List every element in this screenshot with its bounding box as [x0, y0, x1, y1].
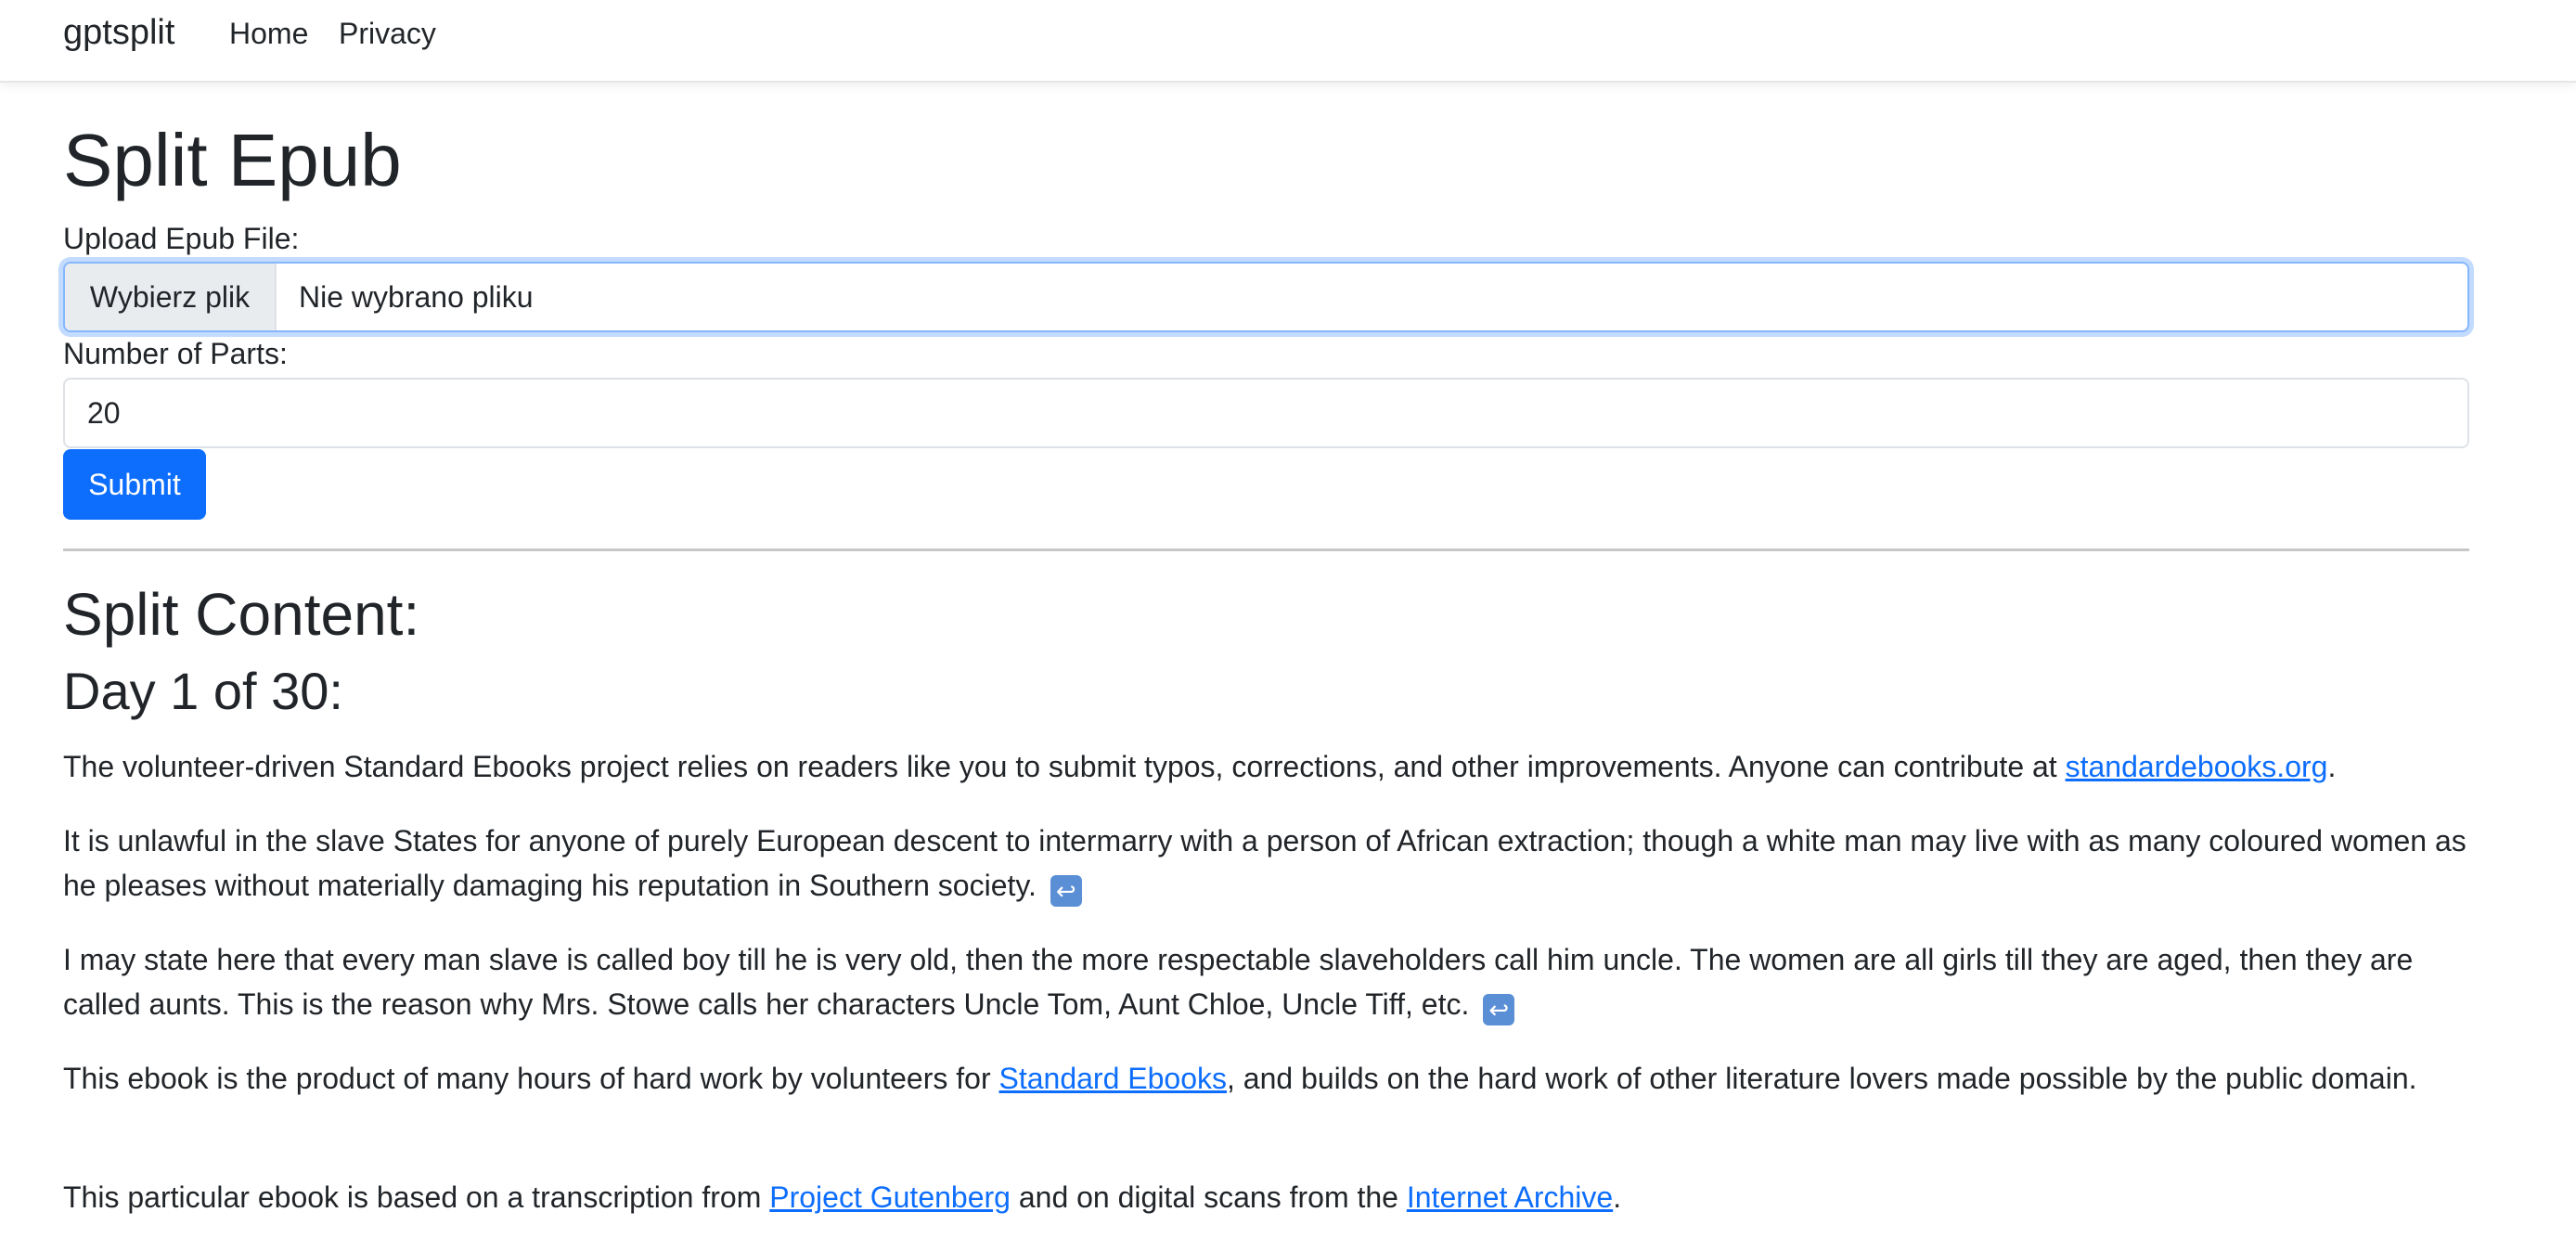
- file-status: Nie wybrano pliku: [299, 279, 534, 314]
- project-gutenberg-link[interactable]: Project Gutenberg: [769, 1180, 1011, 1214]
- navbar: [0, 0, 2576, 83]
- paragraph-2: [63, 819, 2469, 908]
- nav-link-privacy[interactable]: Privacy: [339, 17, 436, 50]
- paragraph-5-end: .: [1613, 1180, 1622, 1214]
- paragraph-5-mid: and on digital scans from the: [1010, 1180, 1407, 1214]
- return-icon[interactable]: ↩: [1483, 994, 1514, 1025]
- paragraph-4-text: This ebook is the product of many hours of hard work by volunteers for: [63, 1062, 999, 1095]
- upload-label: Upload Epub File:: [63, 222, 300, 255]
- paragraph-3-text: I may state here that every man slave is called boy till he is very old, then the more respectable slaveholders call him uncle. The women are all girls till they are aged, then they are called aunts. This is the reason why Mrs. Stowe calls her characters Uncle Tom, Aunt Chloe, Uncle Tiff, etc.: [63, 943, 2414, 1021]
- parts-input[interactable]: [63, 378, 2469, 448]
- brand-link[interactable]: gptsplit: [63, 13, 175, 52]
- paragraph-5: [63, 1175, 2469, 1219]
- return-icon[interactable]: ↩: [1050, 875, 1082, 907]
- internet-archive-link[interactable]: Internet Archive: [1406, 1180, 1614, 1214]
- split-content-title: Split Content:: [63, 581, 420, 648]
- day-title: Day 1 of 30:: [63, 662, 343, 720]
- page-title: Split Epub: [63, 119, 402, 201]
- paragraph-1-end: .: [2327, 750, 2337, 783]
- nav-link-home[interactable]: Home: [229, 17, 309, 50]
- standard-ebooks-link[interactable]: Standard Ebooks: [998, 1062, 1227, 1095]
- paragraph-2-text: It is unlawful in the slave States for anyone of purely European descent to intermarry with a person of African extraction; though a white man may live with as many coloured women as he pleases without materially damaging his reputation in Southern society.: [63, 824, 2467, 902]
- paragraph-4-end: , and builds on the hard work of other literature lovers made possible by the public domain.: [1227, 1062, 2417, 1095]
- paragraph-3: [63, 937, 2469, 1026]
- file-input[interactable]: [63, 262, 2469, 332]
- choose-file-button[interactable]: Wybierz plik: [65, 264, 277, 330]
- paragraph-1: [63, 744, 2469, 789]
- divider: [63, 548, 2469, 551]
- submit-button[interactable]: Submit: [63, 449, 206, 520]
- standardebooks-link[interactable]: standardebooks.org: [2065, 750, 2328, 783]
- paragraph-4: [63, 1056, 2469, 1101]
- paragraph-1-text: The volunteer-driven Standard Ebooks project relies on readers like you to submit typos, corrections, and other improvements. Anyone can contribute at: [63, 750, 2066, 783]
- parts-label: Number of Parts:: [63, 337, 288, 370]
- paragraph-5-text: This particular ebook is based on a transcription from: [63, 1180, 770, 1214]
